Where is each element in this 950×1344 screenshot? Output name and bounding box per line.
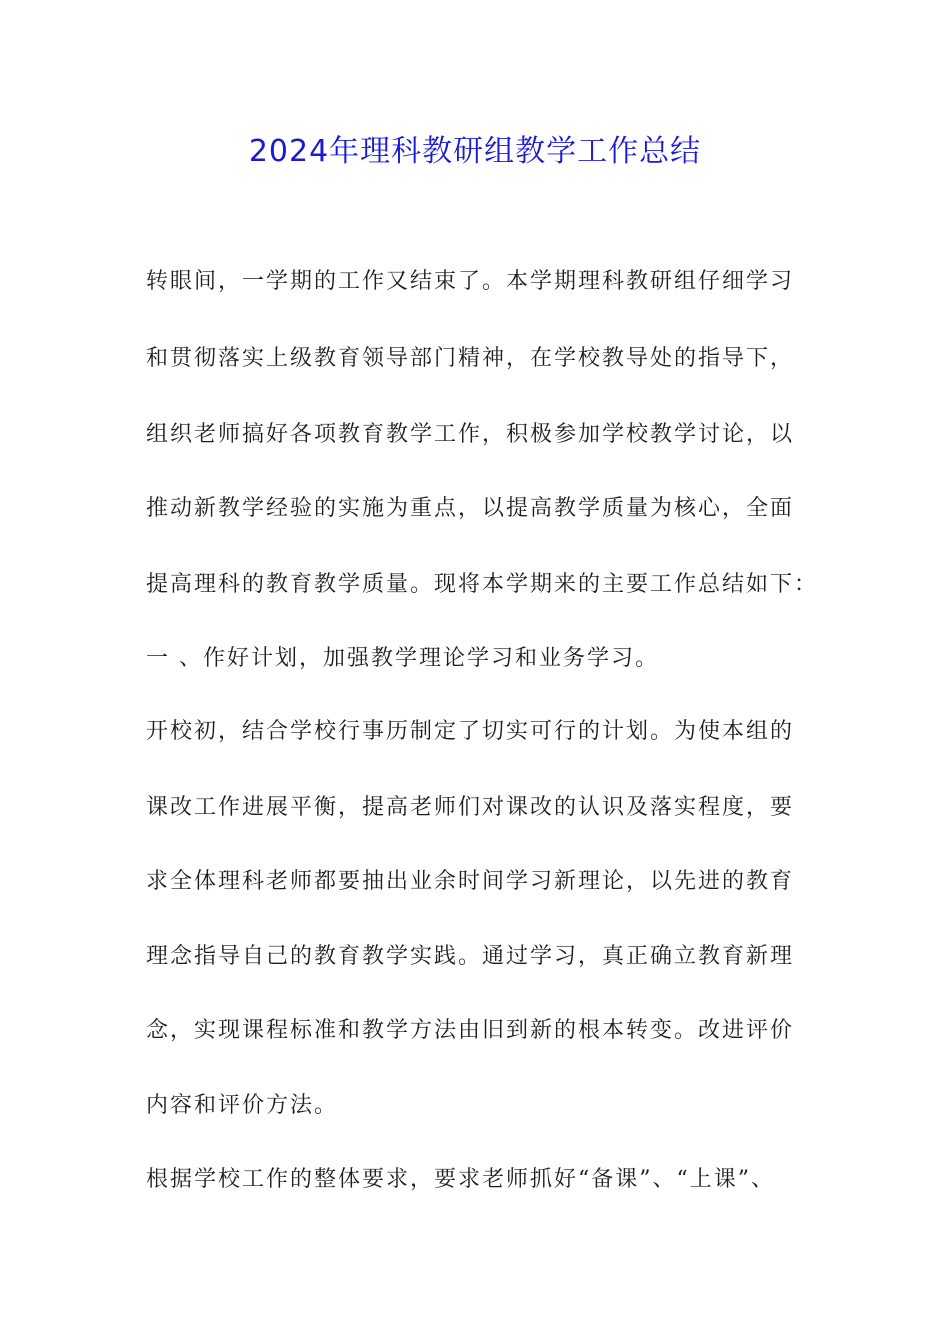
paragraph-line: 推动新教学经验的实施为重点，以提高教学质量为核心，全面 — [146, 496, 795, 521]
paragraph-line: 和贯彻落实上级教育领导部门精神，在学校教导处的指导下， — [146, 346, 795, 371]
paragraph-line: 课改工作进展平衡，提高老师们对课改的认识及落实程度，要 — [146, 795, 795, 820]
paragraph-line: 根据学校工作的整体要求，要求老师抓好“备课”、“上课”、 — [146, 1167, 775, 1192]
paragraph-line: 转眼间，一学期的工作又结束了。本学期理科教研组仔细学习 — [146, 269, 795, 294]
document-title: 2024年理科教研组教学工作总结 — [248, 134, 702, 169]
paragraph-line: 求全体理科老师都要抽出业余时间学习新理论，以先进的教育 — [146, 869, 795, 894]
section-heading: 一 、作好计划，加强教学理论学习和业务学习。 — [146, 646, 659, 671]
paragraph-line: 念，实现课程标准和教学方法由旧到新的根本转变。改进评价 — [146, 1018, 795, 1043]
paragraph-line: 开校初，结合学校行事历制定了切实可行的计划。为使本组的 — [146, 719, 795, 744]
paragraph-line: 提高理科的教育教学质量。现将本学期来的主要工作总结如下： — [146, 572, 819, 597]
paragraph-line: 内容和评价方法。 — [146, 1093, 339, 1118]
paragraph-line: 组织老师搞好各项教育教学工作，积极参加学校教学讨论，以 — [146, 422, 795, 447]
paragraph-line: 理念指导自己的教育教学实践。通过学习，真正确立教育新理 — [146, 944, 795, 969]
